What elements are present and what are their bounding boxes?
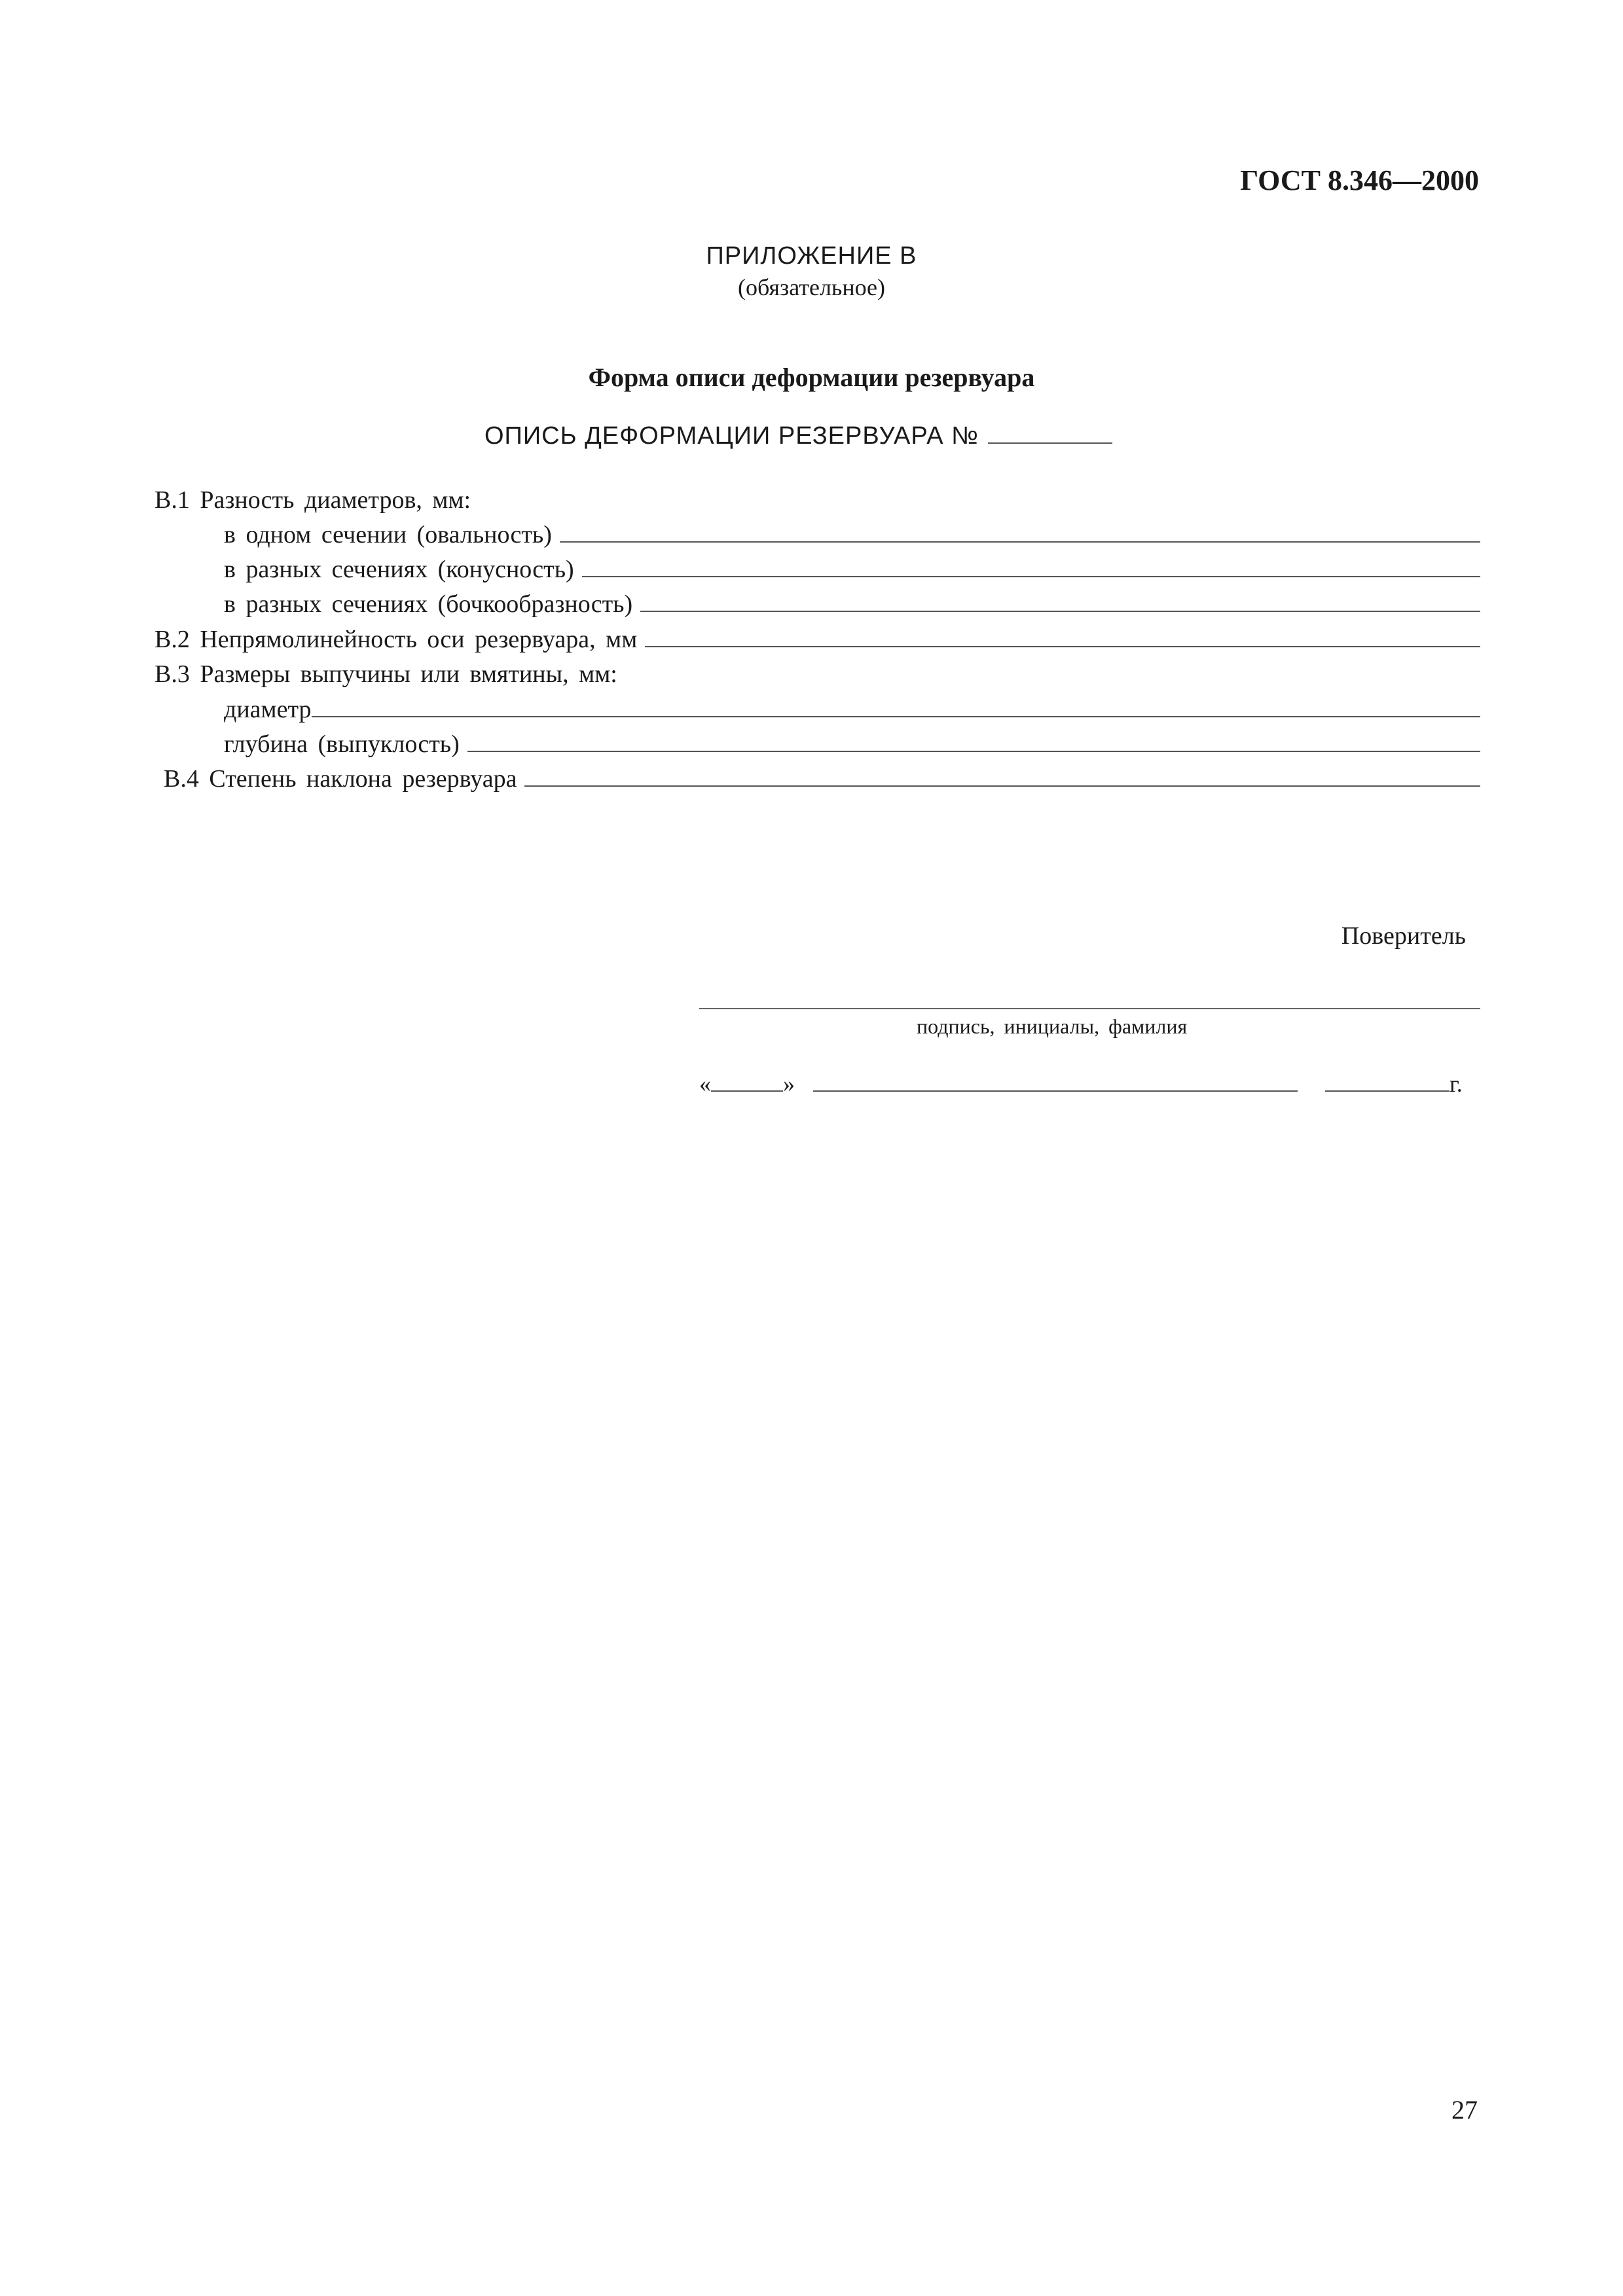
item-b1-ovality-field[interactable] xyxy=(560,522,1480,543)
item-b1-conicity-label: в разных сечениях (конусность) xyxy=(224,556,574,583)
item-b4-label: В.4 Степень наклона резервуара xyxy=(164,765,517,793)
signature-field[interactable] xyxy=(699,1008,1480,1009)
item-b2-field[interactable] xyxy=(645,626,1480,647)
date-row xyxy=(699,1070,1480,1098)
document-code: ГОСТ 8.346—2000 xyxy=(1240,164,1479,196)
signature-caption: подпись, инициалы, фамилия xyxy=(917,1014,1188,1038)
item-b3-depth-field[interactable] xyxy=(467,731,1480,752)
item-b3-label: В.3 Размеры выпучины или вмятины, мм: xyxy=(155,660,617,688)
item-b1-barrel xyxy=(224,590,1480,619)
item-b3-depth xyxy=(224,730,1480,759)
quote-open: « xyxy=(699,1071,711,1097)
item-b1 xyxy=(155,486,471,514)
item-b3-diameter-label: диаметр xyxy=(224,696,312,723)
item-b3 xyxy=(155,660,617,689)
date-year-field[interactable] xyxy=(1325,1072,1450,1092)
inventory-number-field[interactable] xyxy=(988,423,1112,444)
quote-close: » xyxy=(783,1071,795,1097)
appendix-status: (обязательное) xyxy=(738,274,885,300)
item-b1-conicity xyxy=(224,555,1480,584)
item-b2-label: В.2 Непрямолинейность оси резервуара, мм xyxy=(155,626,638,653)
inventory-title xyxy=(484,422,1112,450)
verifier-label: Поверитель xyxy=(1341,922,1466,950)
appendix-title: ПРИЛОЖЕНИЕ В xyxy=(706,242,917,270)
form-title: Форма описи деформации резервуара xyxy=(588,363,1035,392)
date-month-field[interactable] xyxy=(813,1072,1298,1092)
year-suffix: г. xyxy=(1450,1071,1463,1097)
item-b1-conicity-field[interactable] xyxy=(582,556,1480,577)
item-b1-ovality-label: в одном сечении (овальность) xyxy=(224,521,552,548)
inventory-title-label: ОПИСЬ ДЕФОРМАЦИИ РЕЗЕРВУАРА № xyxy=(484,422,979,450)
item-b1-label: В.1 Разность диаметров, мм: xyxy=(155,486,471,514)
item-b3-diameter xyxy=(224,695,1480,724)
item-b4 xyxy=(164,764,1480,793)
page-number: 27 xyxy=(1451,2095,1478,2125)
item-b2 xyxy=(155,625,1480,654)
item-b4-field[interactable] xyxy=(524,766,1480,787)
item-b3-diameter-field[interactable] xyxy=(312,696,1480,717)
item-b1-barrel-field[interactable] xyxy=(640,591,1480,612)
item-b1-ovality xyxy=(224,520,1480,549)
item-b3-depth-label: глубина (выпуклость) xyxy=(224,730,460,758)
item-b1-barrel-label: в разных сечениях (бочкообразность) xyxy=(224,590,633,618)
date-day-field[interactable] xyxy=(711,1072,783,1092)
